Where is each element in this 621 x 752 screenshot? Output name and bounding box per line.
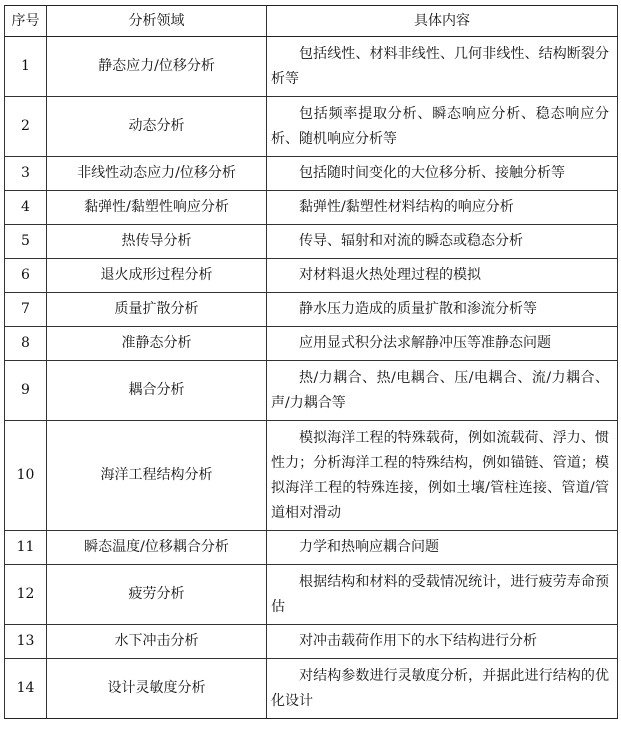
row-field: 非线性动态应力/位移分析: [47, 157, 267, 191]
row-content: 对冲击载荷作用下的水下结构进行分析: [267, 625, 618, 659]
row-content: 静水压力造成的质量扩散和渗流分析等: [267, 293, 618, 327]
row-no: 14: [5, 659, 47, 719]
analysis-table: [4, 5, 618, 719]
row-field: 瞬态温度/位移耦合分析: [47, 531, 267, 565]
row-content: 对材料退火热处理过程的模拟: [267, 259, 618, 293]
table-row: [5, 191, 618, 225]
row-content: 包括频率提取分析、瞬态响应分析、稳态响应分析、随机响应分析等: [267, 97, 618, 157]
row-field: 黏弹性/黏塑性响应分析: [47, 191, 267, 225]
row-no: 10: [5, 421, 47, 531]
row-field: 热传导分析: [47, 225, 267, 259]
row-no: 11: [5, 531, 47, 565]
row-content: 包括线性、材料非线性、几何非线性、结构断裂分析等: [267, 37, 618, 97]
row-field: 耦合分析: [47, 361, 267, 421]
row-field: 质量扩散分析: [47, 293, 267, 327]
row-no: 5: [5, 225, 47, 259]
row-field: 设计灵敏度分析: [47, 659, 267, 719]
row-no: 6: [5, 259, 47, 293]
row-field: 准静态分析: [47, 327, 267, 361]
row-no: 7: [5, 293, 47, 327]
row-no: 3: [5, 157, 47, 191]
row-content: 力学和热响应耦合问题: [267, 531, 618, 565]
table-row: [5, 293, 618, 327]
table-row: [5, 659, 618, 719]
row-content: 模拟海洋工程的特殊载荷，例如流载荷、浮力、惯性力；分析海洋工程的特殊结构，例如锚链、管道；模拟海洋工程的特殊连接，例如土壤/管柱连接、管道/管道相对滑动: [267, 421, 618, 531]
header-content: 具体内容: [267, 6, 618, 37]
row-content: 应用显式积分法求解静冲压等准静态问题: [267, 327, 618, 361]
table-row: [5, 421, 618, 531]
table-row: [5, 225, 618, 259]
row-field: 静态应力/位移分析: [47, 37, 267, 97]
header-field: 分析领域: [47, 6, 267, 37]
row-no: 4: [5, 191, 47, 225]
table-row: [5, 625, 618, 659]
row-field: 退火成形过程分析: [47, 259, 267, 293]
row-content: 包括随时间变化的大位移分析、接触分析等: [267, 157, 618, 191]
row-no: 9: [5, 361, 47, 421]
header-no: 序号: [5, 6, 47, 37]
row-content: 根据结构和材料的受载情况统计，进行疲劳寿命预估: [267, 565, 618, 625]
row-no: 13: [5, 625, 47, 659]
row-no: 1: [5, 37, 47, 97]
table-header-row: [5, 6, 618, 37]
row-field: 水下冲击分析: [47, 625, 267, 659]
row-content: 热/力耦合、热/电耦合、压/电耦合、流/力耦合、声/力耦合等: [267, 361, 618, 421]
table-row: [5, 157, 618, 191]
row-content: 黏弹性/黏塑性材料结构的响应分析: [267, 191, 618, 225]
table-row: [5, 97, 618, 157]
table-row: [5, 37, 618, 97]
table-row: [5, 531, 618, 565]
row-content: 传导、辐射和对流的瞬态或稳态分析: [267, 225, 618, 259]
row-content: 对结构参数进行灵敏度分析，并据此进行结构的优化设计: [267, 659, 618, 719]
row-field: 动态分析: [47, 97, 267, 157]
row-no: 2: [5, 97, 47, 157]
row-no: 8: [5, 327, 47, 361]
row-field: 海洋工程结构分析: [47, 421, 267, 531]
analysis-table-container: [4, 5, 617, 719]
row-no: 12: [5, 565, 47, 625]
table-row: [5, 327, 618, 361]
table-row: [5, 259, 618, 293]
table-row: [5, 565, 618, 625]
row-field: 疲劳分析: [47, 565, 267, 625]
table-row: [5, 361, 618, 421]
